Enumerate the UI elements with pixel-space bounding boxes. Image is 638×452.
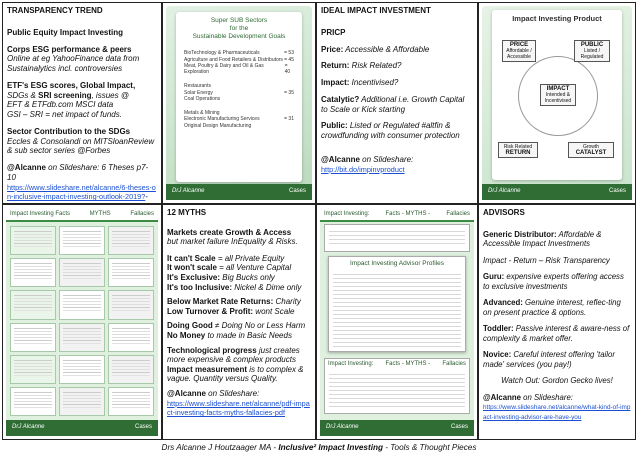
catalytic-value: Additional i.e. Growth Capital to Scale or Kick starting — [321, 94, 465, 114]
myth-markets-title: Markets create Growth & Access — [167, 227, 292, 237]
sector-contribution-text: Eccles & Consolandi on MITSloanReview & sub sector series @Forbes — [7, 136, 155, 156]
pricp-label: PRICP — [321, 27, 346, 37]
advisor-profiles-slide-cell — [316, 204, 478, 440]
guru-title: Guru: — [483, 272, 505, 282]
myths-source-name: @Alcanne — [167, 388, 206, 398]
bottom-text-panel: Impact Investing: Facts - MYTHS - Fallacies — [324, 358, 470, 414]
price-box: PRICE Affordable / Accessible — [502, 40, 536, 62]
myth-measurement-text: is to complex & vague. Quantity versus Quality. — [167, 364, 304, 384]
generic-distributor-text: Affordable & Accessible Impact Investments — [483, 229, 602, 249]
facts-myths-sheet-cell — [2, 204, 162, 440]
novice-text: Careful interest offering 'tailor made' services (you pay!) — [483, 350, 615, 369]
myth-doing-good-title: Doing Good — [167, 321, 213, 331]
myth-returns-text: Charity — [273, 297, 301, 307]
subsector-row: Coal Operations — [184, 95, 221, 102]
impact-label: Impact: — [321, 78, 350, 87]
watch-out-text: Watch Out: Gordon Gecko lives! — [501, 376, 613, 386]
guru-text: expensive experts offering access to exclusive investments — [483, 272, 624, 291]
myth-markets-text: but market failure InEquality & Risks. — [167, 237, 298, 247]
impact-value: Incentivised? — [349, 78, 399, 87]
generic-distributor-title: Generic Distributor: — [483, 229, 557, 239]
top-text-panel — [324, 224, 470, 252]
return-label: Return: — [321, 61, 350, 71]
sheet-header: Impact Investing Facts MYTHS Fallacies — [6, 208, 158, 222]
myths-source-text: on Slideshare: — [205, 388, 260, 398]
myth-tech-title: Technological progress — [167, 345, 257, 355]
impact-product-title: Impact Investing Product — [512, 14, 602, 23]
advisor-profiles-panel — [328, 256, 466, 352]
myth-turnover-text: wont Scale — [253, 306, 295, 316]
slide-footer: DrJ Alcanne Cases — [320, 420, 474, 436]
slide-footer: DrJ Alcanne Cases — [6, 420, 158, 436]
trend-source-name: @Alcanne — [7, 163, 46, 172]
transparency-trend-heading: TRANSPARENCY TREND — [7, 6, 103, 15]
myths-slideshare-link[interactable]: https://www.slideshare.net/alcanne/pdf-impact-investing-facts-myths-fallacies-pdf — [167, 398, 310, 418]
advanced-text: Genuine interest, reflec-ting on present practice & options. — [483, 298, 621, 317]
etf-line2c: , issues @ — [91, 90, 129, 100]
toddler-title: Toddler: — [483, 324, 514, 334]
myth-tech-text: just creates more expensive & complex products — [167, 345, 300, 365]
public-label: Public: — [321, 121, 348, 131]
myth-scale-title: It can't Scale — [167, 253, 216, 263]
transparency-trend-panel — [2, 2, 162, 204]
sheet-columns — [10, 226, 154, 416]
subsector-row: Original Design Manufacturing — [184, 122, 252, 129]
trend-link-tail: - — [145, 192, 148, 202]
etf-line3: EFT & ETFdb.com MSCI data — [7, 100, 114, 110]
subsector-row: Metals & Mining — [184, 110, 220, 117]
slide-footer: DrJ Alcanne Cases — [482, 184, 632, 200]
impact-product-slide[interactable] — [482, 6, 632, 200]
return-box: Risk Related RETURN — [498, 142, 538, 158]
slide-grid — [2, 2, 636, 440]
subsector-row: Solar Energy = 35 — [184, 89, 294, 96]
return-value: Risk Related? — [349, 61, 402, 71]
subsector-row: Meat, Poultry & Dairy and Oil & Gas Exploration = 40 — [184, 62, 291, 76]
advisor-profiles-slide[interactable] — [320, 208, 474, 436]
ideal-source-text: on Slideshare: — [359, 154, 414, 164]
ideal-impact-investment-panel — [316, 2, 478, 204]
price-value: Accessible & Affordable — [343, 44, 430, 54]
subsector-row: Electronic Manufacturing Services = 31 — [184, 116, 294, 123]
subsector-row: BioTechnology & Pharmaceuticals = 53 — [184, 50, 294, 57]
myth-scale-text: = all Private Equity — [215, 253, 285, 263]
advisors-heading: ADVISORS — [483, 208, 525, 217]
trend-source-text: on Slideshare: 6 Theses p7-10 — [7, 163, 149, 182]
price-label: Price: — [321, 44, 344, 54]
sdg-subsectors-slide-cell — [162, 2, 316, 204]
etf-esg-title: ETF's ESG scores, Global Impact, — [7, 80, 136, 90]
novice-title: Novice: — [483, 350, 512, 360]
myth-inclusive-text: Nickel & Dime only — [232, 282, 302, 292]
corps-esg-text: Online at eg YahooFinance data from Sustainalytics incl. controversies — [7, 54, 140, 73]
transparency-text: Impact - Return – Risk Transparency — [483, 255, 610, 265]
impact-box: IMPACT Intended & Incentivised — [540, 84, 576, 106]
subsector-list — [184, 50, 294, 129]
sdg-subsectors-slide[interactable] — [166, 6, 312, 200]
myth-returns-title: Below Market Rate Returns: — [167, 297, 274, 307]
ideal-source-name: @Alcanne — [321, 154, 360, 164]
sheet-header: Impact Investing: Facts - MYTHS - Fallacies — [320, 208, 474, 222]
facts-myths-sheet[interactable] — [6, 208, 158, 436]
myth-doing-good-text: ≠ Doing No or Less Harm — [212, 321, 306, 331]
subsector-row: Agriculture and Food Retailers & Distributors = 45 — [184, 56, 294, 63]
public-box: PUBLIC Listed / Regulated — [574, 40, 610, 62]
impact-product-slide-cell — [478, 2, 636, 204]
page-caption: Drs Alcanne J Houtzaager MA - Inclusive² Impact Investing - Tools & Thought Pieces — [161, 443, 477, 452]
advanced-title: Advanced: — [483, 298, 523, 308]
etf-line2b: SRI screening — [38, 90, 92, 100]
public-equity-title: Public Equity Impact Investing — [7, 27, 124, 37]
ideal-slideshare-link[interactable]: http://bit.do/impinvproduct — [321, 164, 405, 174]
myth-exclusive-text: Big Bucks only — [220, 272, 275, 282]
advisors-source-name: @Alcanne — [483, 392, 521, 402]
twelve-myths-panel — [162, 204, 316, 440]
etf-line2a: SDGs & — [7, 90, 39, 100]
twelve-myths-heading: 12 MYTHS — [167, 208, 207, 217]
subsectors-title: Super SUB Sectors for the Sustainable Development Goals — [192, 17, 286, 40]
advisors-source-text: on Slideshare: — [520, 392, 573, 402]
ideal-impact-heading: IDEAL IMPACT INVESTMENT — [321, 6, 431, 15]
myth-no-money-title: No Money — [167, 330, 206, 340]
myth-wont-scale-text: = all Venture Capital — [216, 263, 292, 273]
subsector-row: Restaurants — [184, 83, 211, 90]
myth-no-money-text: to made in Basic Needs — [205, 330, 292, 340]
myth-measurement-title: Impact measurement — [167, 364, 248, 374]
advisors-slideshare-link[interactable]: https://www.slideshare.net/alcanne/what-kind-of-impact-investing-advisor-are-have-you — [483, 404, 631, 422]
myth-wont-scale-title: It won't scale — [167, 263, 217, 273]
etf-line4: GSI – SRI = net impact of funds. — [7, 110, 122, 119]
myth-inclusive-title: It's too Inclusive: — [167, 282, 233, 292]
corps-esg-title: Corps ESG performance & peers — [7, 44, 132, 54]
advisors-panel — [478, 204, 636, 440]
advisor-profiles-title: Impact Investing Advisor Profiles — [350, 260, 444, 267]
catalytic-label: Catalytic? — [321, 94, 360, 104]
sector-contribution-title: Sector Contribution to the SDGs — [7, 126, 131, 136]
slide-footer: DrJ Alcanne Cases — [166, 184, 312, 200]
catalyst-box: Growth CATALYST — [568, 142, 614, 158]
toddler-text: Passive interest & aware-ness of complexity & market offer. — [483, 324, 630, 343]
trend-slideshare-link[interactable]: https://www.slideshare.net/alcanne/6-theses-on-inclusive-impact-investing-outlook-2019? — [7, 182, 156, 202]
myth-exclusive-title: It's Exclusive: — [167, 272, 221, 282]
myth-turnover-title: Low Turnover & Profit: — [167, 306, 254, 316]
public-value: Listed or Regulated #altfin & crowdfunding with consumer protection — [321, 121, 460, 140]
